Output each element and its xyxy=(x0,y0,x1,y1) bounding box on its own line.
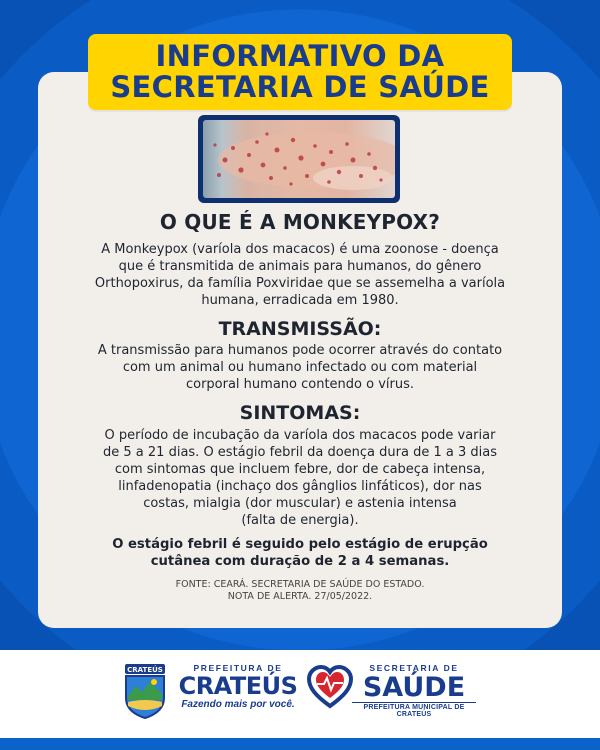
paragraph-line: corporal humano contendo o vírus. xyxy=(185,377,415,392)
title-line-1: INFORMATIVO DA xyxy=(155,39,445,73)
secretaria-logo xyxy=(352,663,476,718)
secretaria-subtitle: PREFEITURA MUNICIPAL DE CRATEÚS xyxy=(352,702,476,718)
paragraph-line: (falta de energia). xyxy=(241,513,359,528)
paragraph-line: costas, mialgia (dor muscular) e astenia intensa xyxy=(143,496,457,511)
highlight-line: cutânea com duração de 2 a 4 semanas. xyxy=(150,554,450,569)
highlight-line: O estágio febril é seguido pelo estágio de erupção xyxy=(112,537,488,552)
source-line-2: NOTA DE ALERTA. 27/05/2022. xyxy=(227,591,373,602)
paragraph-transmission xyxy=(60,342,540,393)
heading-transmission: TRANSMISSÃO: xyxy=(218,318,382,340)
source-line-1: FONTE: CEARÁ. SECRETARIA DE SAÚDE DO ESTADO. xyxy=(175,579,425,590)
prefeitura-small-label: PREFEITURA DE xyxy=(193,663,283,673)
paragraph-line: com sintomas que incluem febre, dor de cabeça intensa, xyxy=(114,462,486,477)
crest-label: CRATEÚS xyxy=(127,666,163,674)
crateus-crest-logo xyxy=(122,662,168,720)
paragraph-line: com um animal ou humano infectado ou com material xyxy=(122,360,478,375)
paragraph-line: O período de incubação da varíola dos macacos pode variar xyxy=(104,428,496,443)
paragraph-line: linfadenopatia (inchaço dos gânglios linfáticos), dor nas xyxy=(118,479,482,494)
paragraph-symptoms xyxy=(60,427,540,529)
prefeitura-slogan: Fazendo mais por você. xyxy=(181,699,295,710)
secretaria-small-label: SECRETARIA DE xyxy=(369,663,459,673)
heading-symptoms: SINTOMAS: xyxy=(239,402,361,424)
source-citation xyxy=(60,579,540,603)
paragraph-line: que é transmitida de animais para humanos, do gênero xyxy=(118,259,482,274)
rash-spots-illustration xyxy=(203,120,395,198)
heading-what-is: O QUE É A MONKEYPOX? xyxy=(159,210,441,234)
prefeitura-logo xyxy=(172,663,304,710)
heart-pulse-icon xyxy=(306,664,354,710)
rash-photo-frame xyxy=(198,115,400,203)
paragraph-line: A transmissão para humanos pode ocorrer através do contato xyxy=(97,343,503,358)
footer-bottom-bar xyxy=(0,738,600,750)
title-line-2: SECRETARIA DE SAÚDE xyxy=(110,70,490,104)
paragraph-line: humana, erradicada em 1980. xyxy=(201,293,399,308)
secretaria-name: SAÚDE xyxy=(362,672,466,703)
prefeitura-city-name: CRATEÚS xyxy=(178,672,298,700)
paragraph-what-is xyxy=(60,241,540,309)
rash-photo xyxy=(203,120,395,198)
paragraph-line: A Monkeypox (varíola dos macacos) é uma zoonose - doença xyxy=(101,242,499,257)
highlight-note xyxy=(60,536,540,570)
title-banner xyxy=(88,34,512,110)
paragraph-line: Orthopoxirus, da família Poxviridae que se assemelha a varíola xyxy=(94,276,506,291)
paragraph-line: de 5 a 21 dias. O estágio febril da doença dura de 1 a 3 dias xyxy=(103,445,497,460)
